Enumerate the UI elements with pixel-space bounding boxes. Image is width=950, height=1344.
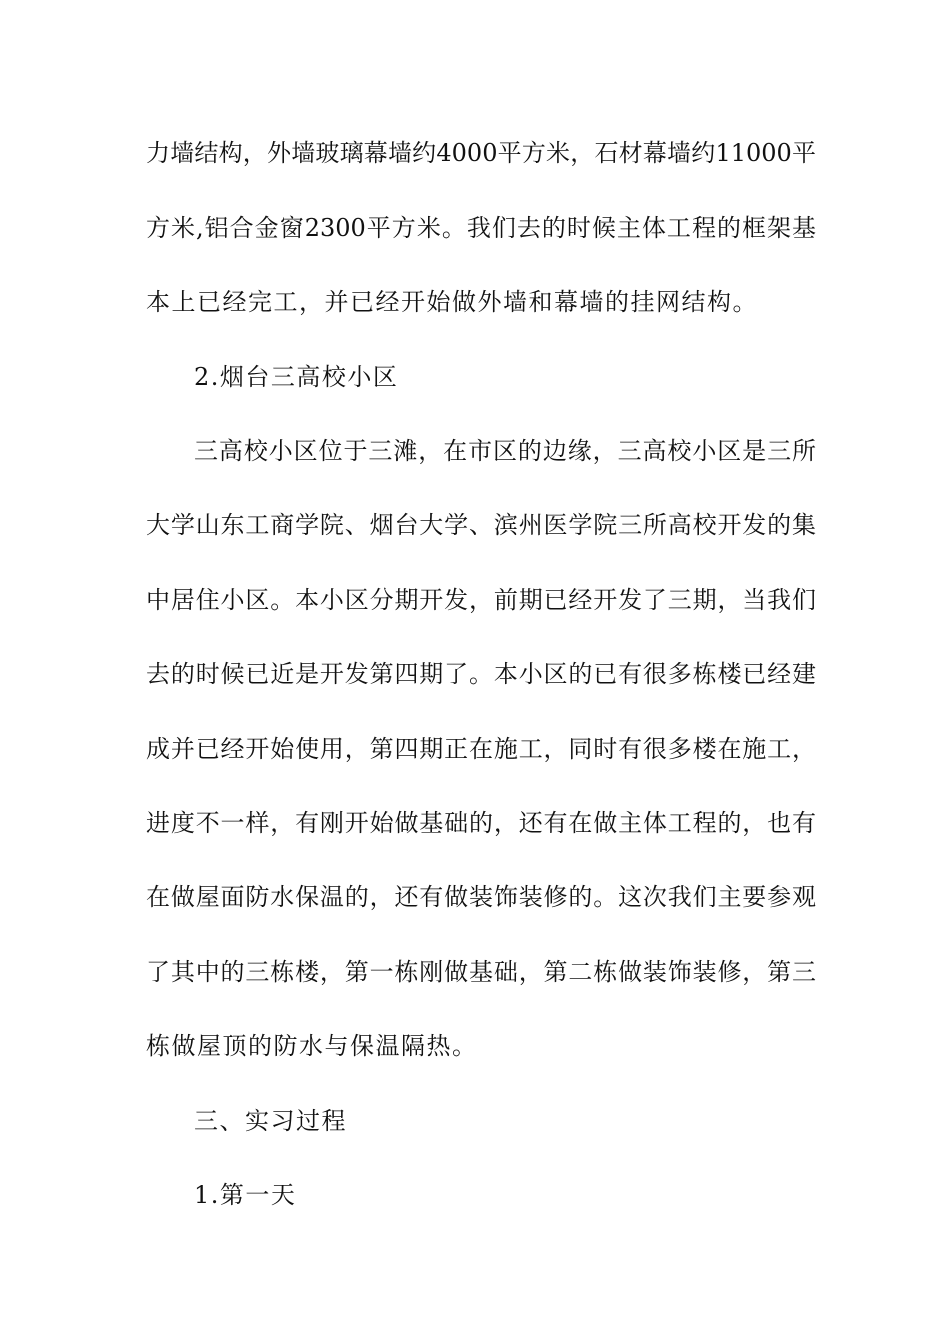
section-heading: 2.烟台三高校小区	[194, 363, 399, 391]
paragraph-line: 大学山东工商学院、烟台大学、滨州医学院三所高校开发的集	[146, 511, 816, 539]
paragraph-line: 在做屋面防水保温的，还有做装饰装修的。这次我们主要参观	[146, 883, 816, 911]
paragraph-line: 进度不一样，有刚开始做基础的，还有在做主体工程的，也有	[146, 809, 816, 837]
paragraph-line: 本上已经完工，并已经开始做外墙和幕墙的挂网结构。	[146, 288, 758, 316]
paragraph-line: 三高校小区位于三滩，在市区的边缘，三高校小区是三所	[194, 437, 816, 465]
paragraph-line: 栋做屋顶的防水与保温隔热。	[146, 1032, 478, 1060]
paragraph-line: 去的时候已近是开发第四期了。本小区的已有很多栋楼已经建	[146, 660, 816, 688]
paragraph-line: 了其中的三栋楼，第一栋刚做基础，第二栋做装饰装修，第三	[146, 958, 816, 986]
subsection-heading: 1.第一天	[194, 1181, 297, 1209]
paragraph-line: 方米,铝合金窗2300平方米。我们去的时候主体工程的框架基	[146, 214, 816, 242]
paragraph-line: 力墙结构，外墙玻璃幕墙约4000平方米，石材幕墙约11000平	[146, 139, 816, 167]
paragraph-line: 成并已经开始使用，第四期正在施工，同时有很多楼在施工，	[146, 735, 816, 763]
section-heading: 三、实习过程	[194, 1107, 347, 1135]
paragraph-line: 中居住小区。本小区分期开发，前期已经开发了三期，当我们	[146, 586, 816, 614]
